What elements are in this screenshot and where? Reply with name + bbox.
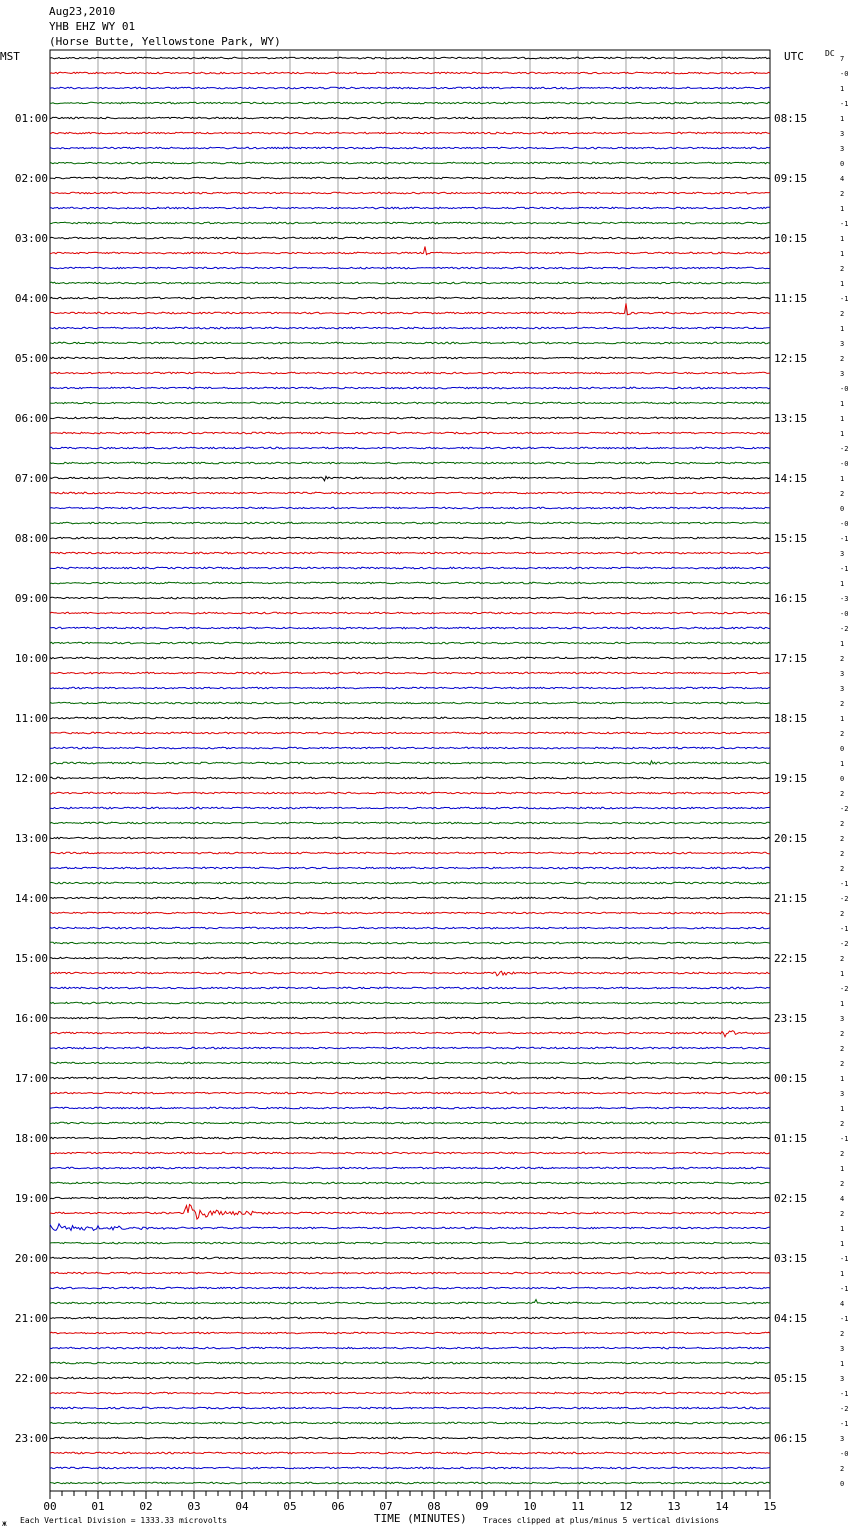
trace-row-82 xyxy=(50,1287,770,1289)
trace-row-1 xyxy=(50,72,770,74)
trace-row-80 xyxy=(50,1257,770,1259)
trace-row-24 xyxy=(50,417,770,419)
dc-offset-value: -0 xyxy=(840,385,849,393)
trace-row-53 xyxy=(50,852,770,854)
scale-note: Each Vertical Division = 1333.33 microvolts xyxy=(20,1516,228,1525)
dc-offset-value: 0 xyxy=(840,775,845,783)
dc-offset-value: 4 xyxy=(840,1300,845,1308)
mst-hour-label: 06:00 xyxy=(14,412,48,425)
x-tick-label: 08 xyxy=(427,1500,441,1513)
trace-row-56 xyxy=(50,897,770,899)
dc-offset-value: -0 xyxy=(840,1450,849,1458)
dc-offset-value: 1 xyxy=(840,280,845,288)
dc-offset-value: -0 xyxy=(840,520,849,528)
mst-hour-label: 19:00 xyxy=(14,1192,48,1205)
utc-hour-label: 10:15 xyxy=(774,232,808,245)
trace-row-86 xyxy=(50,1347,770,1349)
trace-row-76 xyxy=(50,1197,770,1199)
trace-row-44 xyxy=(50,717,770,719)
dc-offset-value: 3 xyxy=(840,1015,845,1023)
clip-note: Traces clipped at plus/minus 5 vertical divisions xyxy=(483,1516,720,1525)
trace-row-55 xyxy=(50,882,770,884)
dc-offset-value: 1 xyxy=(840,115,845,123)
trace-row-93 xyxy=(50,1452,770,1454)
mst-hour-label: 03:00 xyxy=(14,232,48,245)
trace-row-70 xyxy=(50,1107,770,1109)
dc-offset-value: -1 xyxy=(840,100,849,108)
trace-row-54 xyxy=(50,867,770,869)
dc-offset-value: 1 xyxy=(840,1225,845,1233)
dc-offset-value: 2 xyxy=(840,1060,845,1068)
dc-offset-value: 1 xyxy=(840,1165,845,1173)
dc-offset-value: -1 xyxy=(840,220,849,228)
trace-row-73 xyxy=(50,1152,770,1154)
trace-row-14 xyxy=(50,267,770,269)
dc-offset-value: 2 xyxy=(840,910,845,918)
trace-row-25 xyxy=(50,432,770,434)
x-tick-label: 02 xyxy=(139,1500,153,1513)
trace-row-17 xyxy=(50,303,770,315)
dc-offset-value: 2 xyxy=(840,835,845,843)
station-location: (Horse Butte, Yellowstone Park, WY) xyxy=(49,35,281,48)
dc-offset-value: 1 xyxy=(840,640,845,648)
dc-offset-value: 1 xyxy=(840,760,845,768)
dc-offset-value: -1 xyxy=(840,1315,849,1323)
dc-offset-value: 3 xyxy=(840,685,845,693)
dc-offset-value: -2 xyxy=(840,625,849,633)
dc-offset-value: 7 xyxy=(840,55,845,63)
dc-offset-value: -2 xyxy=(840,985,849,993)
trace-row-34 xyxy=(50,567,770,569)
dc-offset-value: 3 xyxy=(840,130,845,138)
dc-offset-value: 1 xyxy=(840,1075,845,1083)
dc-offset-value: 1 xyxy=(840,970,845,978)
mst-hour-label: 20:00 xyxy=(14,1252,48,1265)
mst-hour-label: 02:00 xyxy=(14,172,48,185)
dc-offset-value: 1 xyxy=(840,205,845,213)
dc-offset-value: 2 xyxy=(840,1045,845,1053)
x-tick-label: 00 xyxy=(43,1500,57,1513)
trace-row-37 xyxy=(50,612,770,614)
trace-row-21 xyxy=(50,372,770,374)
trace-row-13 xyxy=(50,247,770,255)
trace-row-71 xyxy=(50,1122,770,1124)
dc-offset-value: 4 xyxy=(840,1195,845,1203)
dc-offset-value: 0 xyxy=(840,745,845,753)
trace-row-50 xyxy=(50,807,770,809)
dc-offset-value: 1 xyxy=(840,1105,845,1113)
x-tick-label: 11 xyxy=(571,1500,585,1513)
trace-row-5 xyxy=(50,132,770,134)
dc-offset-value: -2 xyxy=(840,445,849,453)
dc-offset-value: 1 xyxy=(840,475,845,483)
x-tick-label: 05 xyxy=(283,1500,297,1513)
trace-row-15 xyxy=(50,282,770,284)
trace-row-69 xyxy=(50,1092,770,1094)
dc-offset-value: 1 xyxy=(840,580,845,588)
x-tick-label: 15 xyxy=(763,1500,777,1513)
utc-hour-label: 17:15 xyxy=(774,652,808,665)
mst-hour-label: 09:00 xyxy=(14,592,48,605)
dc-offset-value: 1 xyxy=(840,250,845,258)
trace-row-41 xyxy=(50,672,770,674)
dc-offset-value: 1 xyxy=(840,1360,845,1368)
dc-offset-value: 1 xyxy=(840,85,845,93)
trace-row-3 xyxy=(50,102,770,104)
trace-row-36 xyxy=(50,597,770,599)
trace-row-77 xyxy=(50,1205,770,1220)
left-timezone-label: MST xyxy=(0,50,20,63)
x-tick-label: 06 xyxy=(331,1500,345,1513)
dc-offset-value: 2 xyxy=(840,850,845,858)
dc-offset-value: -1 xyxy=(840,925,849,933)
utc-hour-label: 16:15 xyxy=(774,592,808,605)
plot-frame xyxy=(50,50,770,1491)
dc-offset-value: -3 xyxy=(840,595,849,603)
mst-hour-label: 05:00 xyxy=(14,352,48,365)
dc-offset-value: -1 xyxy=(840,1255,849,1263)
dc-offset-value: 1 xyxy=(840,325,845,333)
dc-offset-value: 2 xyxy=(840,1330,845,1338)
mst-hour-label: 08:00 xyxy=(14,532,48,545)
utc-hour-label: 19:15 xyxy=(774,772,808,785)
trace-row-72 xyxy=(50,1137,770,1139)
dc-offset-value: -0 xyxy=(840,460,849,468)
dc-offset-value: -1 xyxy=(840,295,849,303)
dc-offset-value: -2 xyxy=(840,805,849,813)
utc-hour-label: 23:15 xyxy=(774,1012,808,1025)
dc-offset-value: 1 xyxy=(840,430,845,438)
dc-offset-value: -2 xyxy=(840,1405,849,1413)
corner-mark: ж xyxy=(2,1519,7,1528)
trace-row-2 xyxy=(50,87,770,89)
mst-hour-label: 04:00 xyxy=(14,292,48,305)
trace-row-91 xyxy=(50,1422,770,1424)
trace-row-18 xyxy=(50,327,770,329)
utc-hour-label: 09:15 xyxy=(774,172,808,185)
utc-hour-label: 11:15 xyxy=(774,292,808,305)
dc-offset-value: 2 xyxy=(840,1120,845,1128)
trace-row-7 xyxy=(50,162,770,164)
trace-row-38 xyxy=(50,627,770,629)
utc-hour-label: 01:15 xyxy=(774,1132,808,1145)
trace-row-49 xyxy=(50,792,770,794)
trace-row-78 xyxy=(50,1224,770,1231)
trace-row-64 xyxy=(50,1017,770,1019)
utc-hour-label: 05:15 xyxy=(774,1372,808,1385)
dc-offset-value: 1 xyxy=(840,1000,845,1008)
dc-offset-value: 2 xyxy=(840,1030,845,1038)
dc-offset-value: 1 xyxy=(840,235,845,243)
trace-row-9 xyxy=(50,192,770,194)
mst-hour-label: 14:00 xyxy=(14,892,48,905)
trace-row-94 xyxy=(50,1467,770,1469)
dc-offset-value: -1 xyxy=(840,1390,849,1398)
dc-offset-value: 3 xyxy=(840,340,845,348)
dc-offset-value: 3 xyxy=(840,670,845,678)
mst-hour-label: 11:00 xyxy=(14,712,48,725)
trace-row-95 xyxy=(50,1482,770,1484)
x-tick-label: 09 xyxy=(475,1500,489,1513)
dc-offset-value: 2 xyxy=(840,355,845,363)
dc-offset-value: -2 xyxy=(840,940,849,948)
dc-offset-value: 3 xyxy=(840,145,845,153)
dc-offset-value: -1 xyxy=(840,1135,849,1143)
x-tick-label: 07 xyxy=(379,1500,393,1513)
utc-hour-label: 14:15 xyxy=(774,472,808,485)
mst-hour-label: 16:00 xyxy=(14,1012,48,1025)
x-tick-label: 12 xyxy=(619,1500,633,1513)
trace-row-22 xyxy=(50,387,770,389)
utc-hour-label: 03:15 xyxy=(774,1252,808,1265)
utc-hour-label: 13:15 xyxy=(774,412,808,425)
trace-row-19 xyxy=(50,342,770,344)
trace-row-42 xyxy=(50,687,770,689)
trace-row-26 xyxy=(50,447,770,449)
trace-row-33 xyxy=(50,552,770,554)
dc-offset-value: 2 xyxy=(840,1150,845,1158)
utc-hour-label: 06:15 xyxy=(774,1432,808,1445)
trace-row-88 xyxy=(50,1377,770,1379)
dc-offset-value: -0 xyxy=(840,70,849,78)
trace-row-83 xyxy=(50,1300,770,1304)
dc-offset-value: -1 xyxy=(840,565,849,573)
mst-hour-label: 10:00 xyxy=(14,652,48,665)
trace-row-85 xyxy=(50,1332,770,1334)
dc-offset-value: 2 xyxy=(840,790,845,798)
dc-offset-value: 2 xyxy=(840,1180,845,1188)
trace-row-45 xyxy=(50,732,770,734)
x-tick-label: 13 xyxy=(667,1500,681,1513)
mst-hour-label: 22:00 xyxy=(14,1372,48,1385)
trace-row-66 xyxy=(50,1047,770,1049)
utc-hour-label: 12:15 xyxy=(774,352,808,365)
dc-offset-value: 2 xyxy=(840,655,845,663)
trace-row-46 xyxy=(50,747,770,749)
utc-hour-label: 00:15 xyxy=(774,1072,808,1085)
trace-row-47 xyxy=(50,761,770,765)
mst-hour-label: 23:00 xyxy=(14,1432,48,1445)
trace-row-90 xyxy=(50,1407,770,1409)
dc-offset-value: 2 xyxy=(840,490,845,498)
record-date: Aug23,2010 xyxy=(49,5,116,18)
dc-column-label: DC xyxy=(825,49,835,58)
dc-offset-value: 3 xyxy=(840,550,845,558)
dc-offset-value: 2 xyxy=(840,310,845,318)
x-tick-label: 10 xyxy=(523,1500,537,1513)
trace-row-65 xyxy=(50,1031,770,1037)
dc-offset-value: -1 xyxy=(840,535,849,543)
trace-row-39 xyxy=(50,642,770,644)
utc-hour-label: 22:15 xyxy=(774,952,808,965)
utc-hour-label: 02:15 xyxy=(774,1192,808,1205)
trace-row-27 xyxy=(50,462,770,464)
trace-row-31 xyxy=(50,522,770,524)
trace-row-48 xyxy=(50,777,770,779)
dc-offset-value: 2 xyxy=(840,955,845,963)
trace-row-84 xyxy=(50,1317,770,1319)
dc-offset-value: 2 xyxy=(840,1210,845,1218)
trace-row-57 xyxy=(50,912,770,914)
trace-row-51 xyxy=(50,822,770,824)
dc-offset-value: 3 xyxy=(840,1435,845,1443)
dc-offset-value: 2 xyxy=(840,700,845,708)
trace-row-81 xyxy=(50,1272,770,1274)
trace-row-23 xyxy=(50,402,770,404)
trace-row-58 xyxy=(50,927,770,929)
dc-offset-value: 2 xyxy=(840,820,845,828)
x-axis-label: TIME (MINUTES) xyxy=(374,1512,467,1525)
dc-offset-value: 1 xyxy=(840,1270,845,1278)
trace-row-75 xyxy=(50,1182,770,1184)
dc-offset-value: 0 xyxy=(840,160,845,168)
dc-offset-value: 3 xyxy=(840,1345,845,1353)
trace-row-10 xyxy=(50,207,770,209)
trace-row-62 xyxy=(50,987,770,989)
dc-offset-value: 0 xyxy=(840,1480,845,1488)
trace-row-61 xyxy=(50,971,770,976)
trace-row-40 xyxy=(50,657,770,659)
dc-offset-value: 1 xyxy=(840,415,845,423)
dc-offset-value: 2 xyxy=(840,865,845,873)
dc-offset-value: 0 xyxy=(840,505,845,513)
utc-hour-label: 04:15 xyxy=(774,1312,808,1325)
trace-row-74 xyxy=(50,1167,770,1169)
dc-offset-value: 1 xyxy=(840,1240,845,1248)
trace-row-52 xyxy=(50,837,770,839)
trace-row-11 xyxy=(50,222,770,224)
dc-offset-value: -1 xyxy=(840,1285,849,1293)
dc-offset-value: -2 xyxy=(840,895,849,903)
dc-offset-value: 2 xyxy=(840,1465,845,1473)
x-tick-label: 03 xyxy=(187,1500,201,1513)
trace-row-59 xyxy=(50,942,770,944)
mst-hour-label: 17:00 xyxy=(14,1072,48,1085)
utc-hour-label: 08:15 xyxy=(774,112,808,125)
trace-row-32 xyxy=(50,537,770,539)
dc-offset-value: 3 xyxy=(840,370,845,378)
trace-row-43 xyxy=(50,702,770,704)
dc-offset-value: -0 xyxy=(840,610,849,618)
dc-offset-value: 3 xyxy=(840,1375,845,1383)
trace-row-0 xyxy=(50,57,770,59)
mst-hour-label: 15:00 xyxy=(14,952,48,965)
dc-offset-value: -1 xyxy=(840,880,849,888)
dc-offset-value: 2 xyxy=(840,265,845,273)
utc-hour-label: 21:15 xyxy=(774,892,808,905)
trace-row-68 xyxy=(50,1077,770,1079)
utc-hour-label: 18:15 xyxy=(774,712,808,725)
mst-hour-label: 07:00 xyxy=(14,472,48,485)
mst-hour-label: 01:00 xyxy=(14,112,48,125)
dc-offset-value: 1 xyxy=(840,400,845,408)
trace-row-28 xyxy=(50,476,770,481)
trace-row-60 xyxy=(50,957,770,959)
trace-row-12 xyxy=(50,237,770,239)
dc-offset-value: 1 xyxy=(840,715,845,723)
dc-offset-value: 4 xyxy=(840,175,845,183)
trace-row-92 xyxy=(50,1437,770,1439)
trace-row-8 xyxy=(50,177,770,179)
trace-row-87 xyxy=(50,1362,770,1364)
dc-offset-value: 3 xyxy=(840,1090,845,1098)
station-code: YHB EHZ WY 01 xyxy=(49,20,136,33)
utc-hour-label: 15:15 xyxy=(774,532,808,545)
right-timezone-label: UTC xyxy=(784,50,804,63)
trace-row-4 xyxy=(50,117,770,119)
mst-hour-label: 13:00 xyxy=(14,832,48,845)
mst-hour-label: 12:00 xyxy=(14,772,48,785)
dc-offset-value: 2 xyxy=(840,190,845,198)
trace-row-35 xyxy=(50,582,770,584)
dc-offset-value: 2 xyxy=(840,730,845,738)
utc-hour-label: 20:15 xyxy=(774,832,808,845)
mst-hour-label: 21:00 xyxy=(14,1312,48,1325)
dc-offset-value: -1 xyxy=(840,1420,849,1428)
trace-row-30 xyxy=(50,507,770,509)
trace-row-63 xyxy=(50,1002,770,1004)
trace-row-89 xyxy=(50,1392,770,1394)
trace-row-67 xyxy=(50,1062,770,1064)
trace-row-20 xyxy=(50,357,770,359)
x-tick-label: 01 xyxy=(91,1500,105,1513)
trace-row-6 xyxy=(50,147,770,149)
trace-row-16 xyxy=(50,297,770,299)
x-tick-label: 04 xyxy=(235,1500,249,1513)
mst-hour-label: 18:00 xyxy=(14,1132,48,1145)
x-tick-label: 14 xyxy=(715,1500,729,1513)
trace-row-29 xyxy=(50,492,770,494)
trace-row-79 xyxy=(50,1242,770,1244)
